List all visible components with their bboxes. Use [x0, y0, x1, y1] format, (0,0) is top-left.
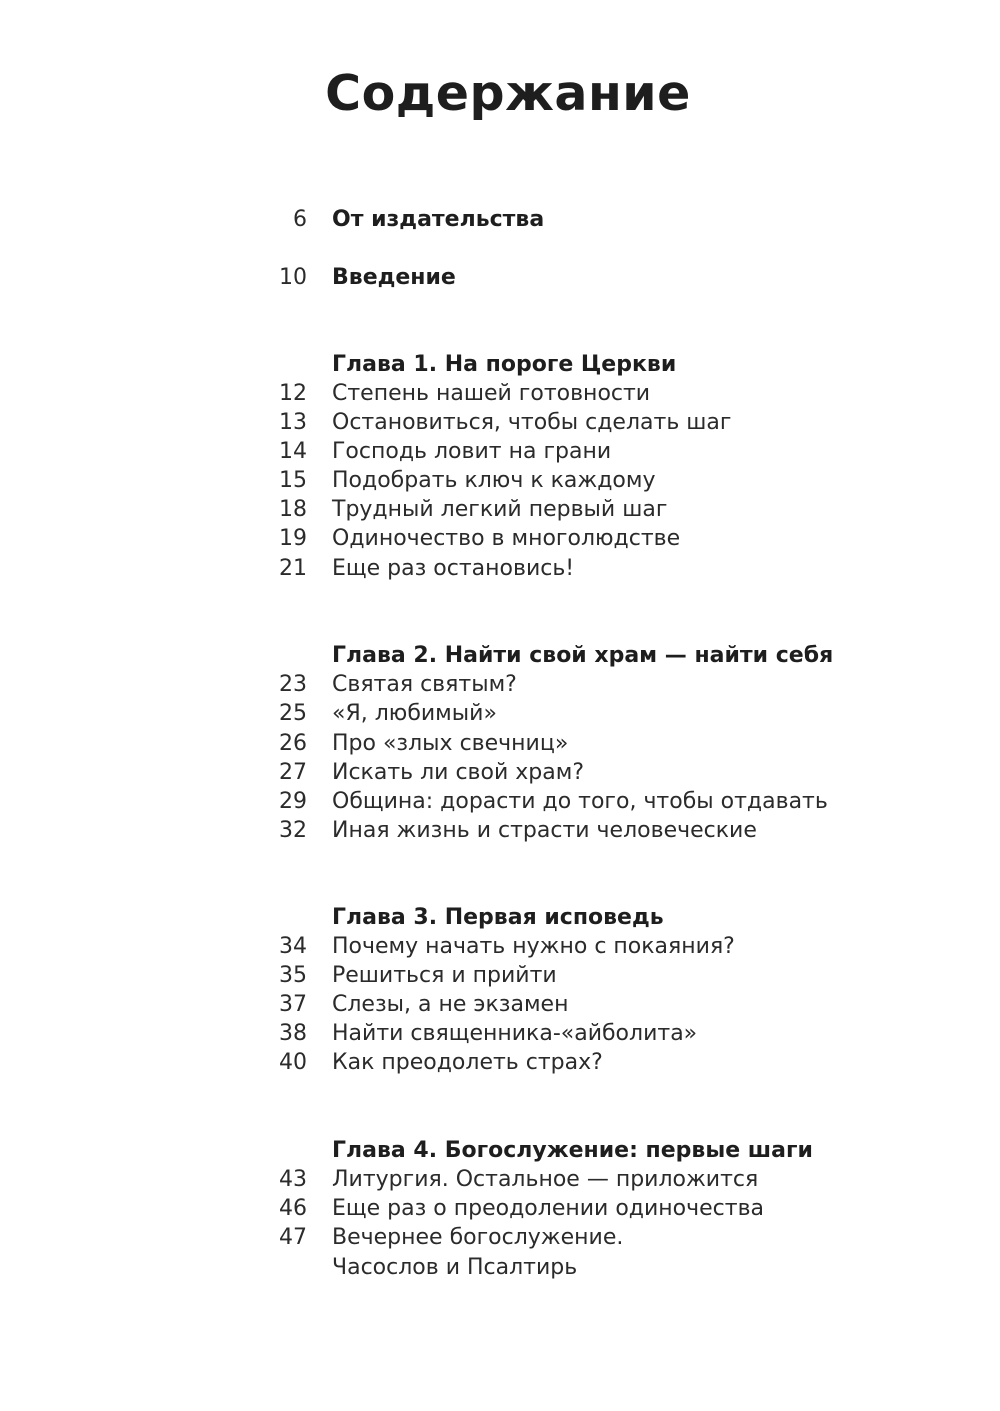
toc-entry-label: От издательства: [332, 207, 545, 232]
toc-page-number: 26: [279, 731, 307, 756]
toc-entry[interactable]: [0, 554, 1000, 583]
toc-entry[interactable]: [0, 670, 1000, 699]
toc-entry-label: Еще раз остановись!: [332, 556, 575, 581]
toc-page-number: 18: [279, 497, 307, 522]
toc-page-number: 12: [279, 381, 307, 406]
toc-page-number: 37: [279, 992, 307, 1017]
toc-entry-label: Подобрать ключ к каждому: [332, 468, 656, 493]
chapter-heading-1[interactable]: [0, 350, 1000, 379]
toc-page-number: 6: [293, 207, 307, 232]
toc-entry-label: «Я, любимый»: [332, 701, 497, 726]
toc-page-number: 23: [279, 672, 307, 697]
toc-entry-label: Иная жизнь и страсти человеческие: [332, 818, 757, 843]
toc-entry-label: Трудный легкий первый шаг: [332, 497, 668, 522]
toc-page-number: 14: [279, 439, 307, 464]
toc-page-number: 47: [279, 1225, 307, 1250]
toc-page-number: 32: [279, 818, 307, 843]
toc-entry[interactable]: [0, 437, 1000, 466]
toc-entry[interactable]: [0, 816, 1000, 845]
toc-entry-label: Литургия. Остальное — приложится: [332, 1167, 759, 1192]
chapter-heading-4[interactable]: [0, 1136, 1000, 1165]
toc-entry[interactable]: [0, 1194, 1000, 1223]
toc-entry-foreword[interactable]: [0, 205, 1000, 234]
toc-entry-label: Как преодолеть страх?: [332, 1050, 603, 1075]
toc-page-number: 13: [279, 410, 307, 435]
toc-entry-label: Искать ли свой храм?: [332, 760, 585, 785]
toc-entry-label: Господь ловит на грани: [332, 439, 612, 464]
toc-page-number: 43: [279, 1167, 307, 1192]
toc-entry-label: Святая святым?: [332, 672, 517, 697]
toc-entry[interactable]: [0, 758, 1000, 787]
page-title: Содержание: [325, 65, 691, 122]
toc-entry-label: Община: дорасти до того, чтобы отдавать: [332, 789, 828, 814]
toc-entry-label: Решиться и прийти: [332, 963, 557, 988]
chapter-heading-2[interactable]: [0, 641, 1000, 670]
toc-entry[interactable]: [0, 990, 1000, 1019]
toc-page-number: 27: [279, 760, 307, 785]
toc-entry[interactable]: [0, 1019, 1000, 1048]
toc-page-number: 29: [279, 789, 307, 814]
toc-entry[interactable]: [0, 379, 1000, 408]
toc-entry-introduction[interactable]: [0, 263, 1000, 292]
chapter-heading-label: Глава 3. Первая исповедь: [332, 905, 664, 930]
chapter-heading-label: Глава 2. Найти свой храм — найти себя: [332, 643, 834, 668]
toc-page-number: 46: [279, 1196, 307, 1221]
toc-entry-label: Остановиться, чтобы сделать шаг: [332, 410, 732, 435]
toc-page-number: 21: [279, 556, 307, 581]
toc-page-number: 34: [279, 934, 307, 959]
toc-page-number: 38: [279, 1021, 307, 1046]
toc-page-number: 10: [279, 265, 307, 290]
toc-entry-label: Степень нашей готовности: [332, 381, 651, 406]
toc-entry[interactable]: [0, 408, 1000, 437]
toc-entry[interactable]: [0, 1223, 1000, 1252]
toc-entry-label: Одиночество в многолюдстве: [332, 526, 681, 551]
toc-entry[interactable]: [0, 699, 1000, 728]
toc-entry-label: Слезы, а не экзамен: [332, 992, 569, 1017]
toc-entry[interactable]: [0, 932, 1000, 961]
toc-entry-label: Вечернее богослужение.: [332, 1225, 624, 1250]
chapter-heading-3[interactable]: [0, 903, 1000, 932]
toc-entry[interactable]: [0, 1048, 1000, 1077]
toc-entry-label: Про «злых свечниц»: [332, 731, 569, 756]
toc-entry[interactable]: [0, 524, 1000, 553]
toc-entry[interactable]: [0, 961, 1000, 990]
toc-entry-label: Введение: [332, 265, 456, 290]
toc-entry[interactable]: [0, 466, 1000, 495]
toc-entry-label: Найти священника-«айболита»: [332, 1021, 698, 1046]
toc-entry-label: Часослов и Псалтирь: [332, 1255, 578, 1280]
toc-entry[interactable]: [0, 729, 1000, 758]
toc-entry[interactable]: [0, 495, 1000, 524]
toc-entry-label: Почему начать нужно с покаяния?: [332, 934, 735, 959]
toc-entry-label: Еще раз о преодолении одиночества: [332, 1196, 765, 1221]
toc-page-number: 25: [279, 701, 307, 726]
toc-page-number: 40: [279, 1050, 307, 1075]
toc-page-number: 19: [279, 526, 307, 551]
chapter-heading-label: Глава 1. На пороге Церкви: [332, 352, 677, 377]
toc-entry-continuation[interactable]: [0, 1253, 1000, 1282]
chapter-heading-label: Глава 4. Богослужение: первые шаги: [332, 1138, 813, 1163]
toc-entry[interactable]: [0, 787, 1000, 816]
toc-page-number: 15: [279, 468, 307, 493]
toc-entry[interactable]: [0, 1165, 1000, 1194]
toc-page-number: 35: [279, 963, 307, 988]
